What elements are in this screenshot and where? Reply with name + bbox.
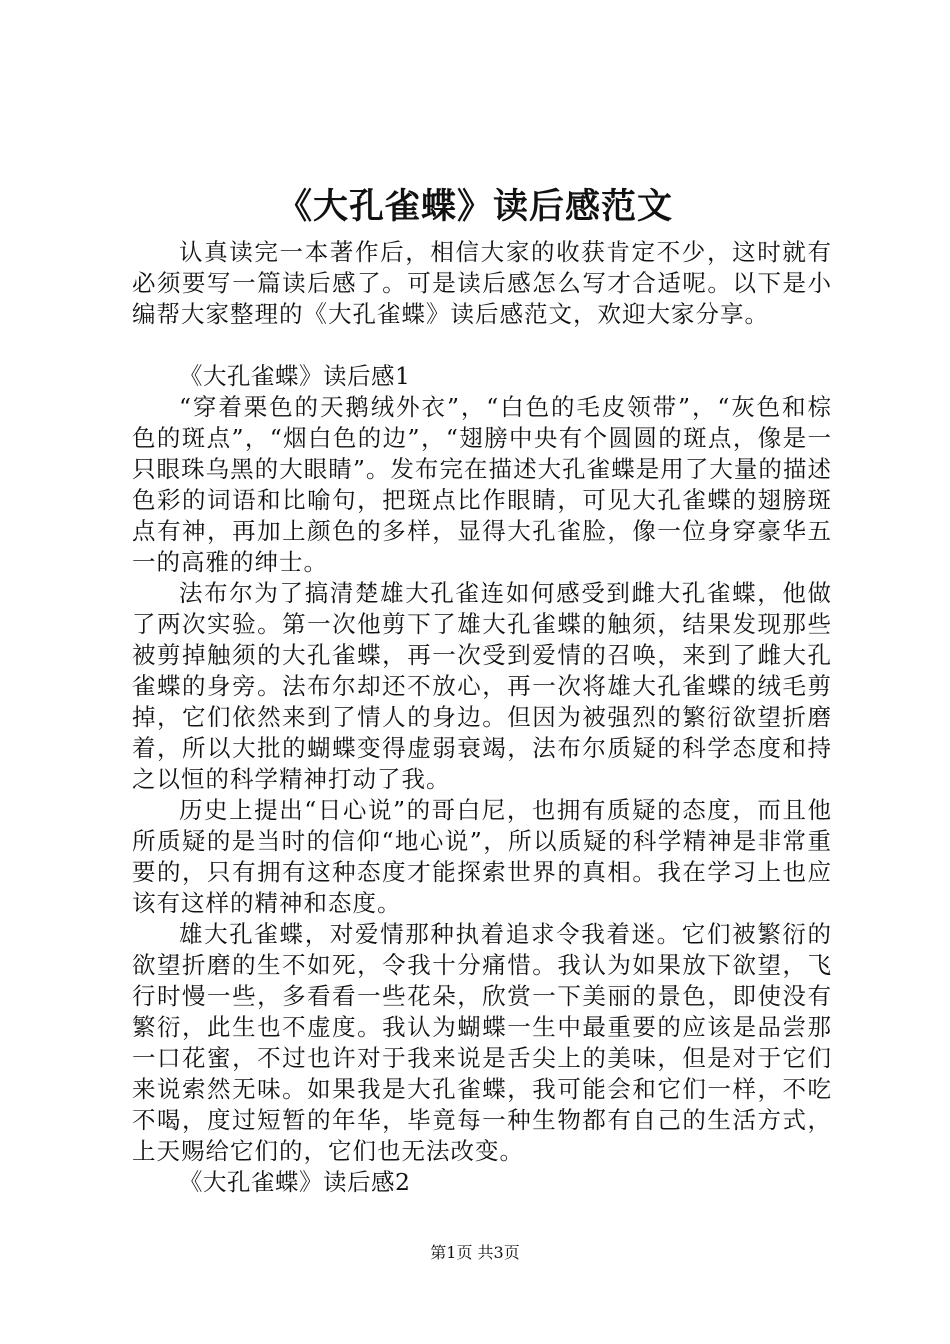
intro-paragraph: 认真读完一本著作后，相信大家的收获肯定不少，这时就有必须要写一篇读后感了。可是读后感怎么写才合适呢。以下是小编帮大家整理的《大孔雀蝶》读后感范文，欢迎大家分享。 — [132, 238, 832, 328]
page-footer: 第1页 共3页 — [430, 1243, 520, 1262]
body-paragraph-3: 历史上提出“日心说”的哥白尼，也拥有质疑的态度，而且他所质疑的是当时的信仰“地心说”，所以质疑的科学精神是非常重要的，只有拥有这种态度才能探索世界的真相。我在学习上也应该有这样的精神和态度。 — [132, 796, 832, 917]
section-heading-1: 《大孔雀蝶》读后感1 — [179, 362, 411, 390]
body-paragraph-4: 雄大孔雀蝶，对爱情那种执着追求令我着迷。它们被繁衍的欲望折磨的生不如死，令我十分痛惜。我认为如果放下欲望，飞行时慢一些，多看看一些花朵，欣赏一下美丽的景色，即使没有繁衍，此生也不虚度。我认为蝴蝶一生中最重要的应该是品尝那一口花蜜，不过也许对于我来说是舌尖上的美味，但是对于它们来说索然无味。如果我是大孔雀蝶，我可能会和它们一样，不吃不喝，度过短暂的年华，毕竟每一种生物都有自己的生活方式，上天赐给它们的，它们也无法改变。 — [132, 920, 832, 1165]
paragraph-spacer — [132, 330, 832, 361]
document-body — [132, 237, 832, 1198]
document-title: 《大孔雀蝶》读后感范文 — [276, 186, 673, 227]
body-paragraph-2: 法布尔为了搞清楚雄大孔雀连如何感受到雌大孔雀蝶，他做了两次实验。第一次他剪下了雄大孔雀蝶的触须，结果发现那些被剪掉触须的大孔雀蝶，再一次受到爱情的召唤，来到了雌大孔雀蝶的身旁。法布尔却还不放心，再一次将雄大孔雀蝶的绒毛剪掉，它们依然来到了情人的身边。但因为被强烈的繁衍欲望折磨着，所以大批的蝴蝶变得虚弱衰竭，法布尔质疑的科学态度和持之以恒的科学精神打动了我。 — [132, 579, 832, 793]
section-heading-2: 《大孔雀蝶》读后感2 — [179, 1168, 411, 1196]
body-paragraph-1: “穿着栗色的天鹅绒外衣”，“白色的毛皮领带”，“灰色和棕色的斑点”，“烟白色的边”，“翅膀中央有个圆圆的斑点，像是一只眼珠乌黑的大眼睛”。发布完在描述大孔雀蝶是用了大量的描述色彩的词语和比喻句，把斑点比作眼睛，可见大孔雀蝶的翅膀斑点有神，再加上颜色的多样，显得大孔雀脸，像一位身穿豪华五一的高雅的绅士。 — [132, 393, 832, 576]
